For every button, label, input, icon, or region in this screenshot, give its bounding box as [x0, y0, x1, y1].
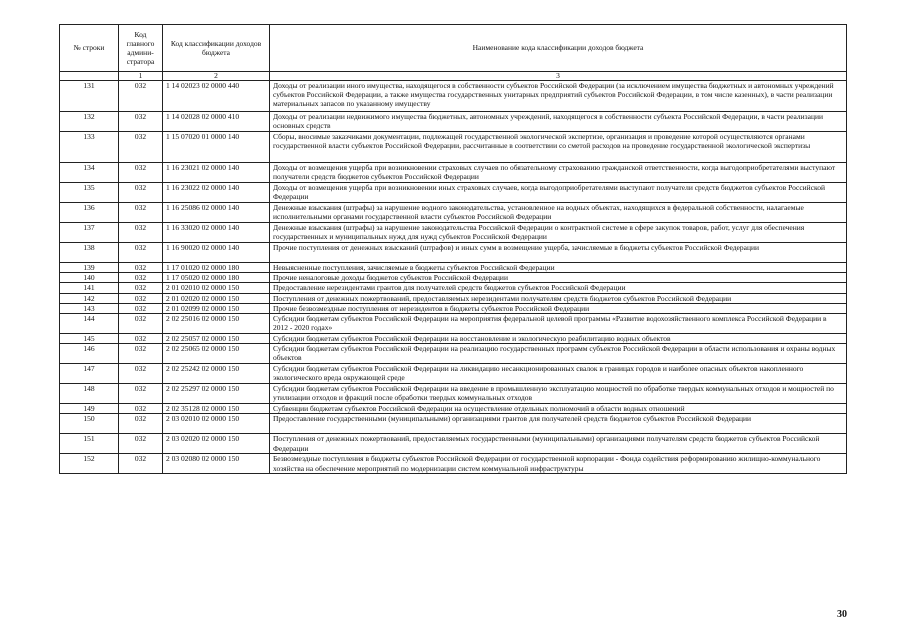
- table-row: [60, 364, 847, 384]
- header-row-no: № строки: [60, 25, 119, 72]
- row-number: 142: [60, 293, 119, 303]
- income-name: Поступления от денежных пожертвований, предоставляемых нерезидентами получателям средств бюджетов субъектов Российской Федерации: [270, 293, 847, 303]
- table-row: [60, 344, 847, 364]
- admin-code: 032: [119, 404, 163, 414]
- classification-code: 2 03 02080 02 0000 150: [163, 454, 270, 474]
- classification-code: 2 02 25057 02 0000 150: [163, 334, 270, 344]
- column-number-row: [60, 72, 847, 81]
- income-name: Прочие поступления от денежных взысканий (штрафов) и иных сумм в возмещение ущерба, зачисляемые в бюджеты субъектов Российской Федерации: [270, 243, 847, 263]
- row-number: 147: [60, 364, 119, 384]
- income-name: Субсидии бюджетам субъектов Российской Федерации на реализацию государственных программ субъектов Российской Федерации в области использования и охраны водных объектов: [270, 344, 847, 364]
- row-number: 146: [60, 344, 119, 364]
- classification-code: 1 16 23022 02 0000 140: [163, 183, 270, 203]
- admin-code: 032: [119, 364, 163, 384]
- admin-code: 032: [119, 81, 163, 112]
- classification-code: 1 14 02028 02 0000 410: [163, 112, 270, 132]
- income-name: Доходы от реализации иного имущества, находящегося в собственности субъектов Российской Федерации (за исключением имущества бюджетных и автономных учреждений субъектов Российской Федерации, а также имущества государственных унитарных предприятий субъектов Российской Федерации, в том числе казенных), в части реализации материальных запасов по указанному имуществу: [270, 81, 847, 112]
- classification-code: 1 17 05020 02 0000 180: [163, 273, 270, 283]
- income-name: Предоставление нерезидентами грантов для получателей средств бюджетов субъектов Российской Федерации: [270, 283, 847, 293]
- income-name: Невыясненные поступления, зачисляемые в бюджеты субъектов Российской Федерации: [270, 263, 847, 273]
- classification-code: 2 03 02010 02 0000 150: [163, 414, 270, 434]
- income-name: Денежные взыскания (штрафы) за нарушение водного законодательства, установленное на водных объектах, находящихся в федеральной собственности, налагаемые исполнительными органами государственной власти субъектов Российской Федерации: [270, 203, 847, 223]
- admin-code: 032: [119, 414, 163, 434]
- row-number: 138: [60, 243, 119, 263]
- classification-code: 2 03 02020 02 0000 150: [163, 434, 270, 454]
- row-number: 135: [60, 183, 119, 203]
- classification-code: 2 02 25065 02 0000 150: [163, 344, 270, 364]
- admin-code: 032: [119, 384, 163, 404]
- column-number: 1: [119, 72, 163, 81]
- income-name: Доходы от возмещения ущерба при возникновении страховых случаев по обязательному страхованию гражданской ответственности, когда выгодоприобретателями выступают получатели средств бюджетов субъектов Российской Федерации: [270, 163, 847, 183]
- income-name: Субсидии бюджетам субъектов Российской Федерации на введение в промышленную эксплуатацию мощностей по обработке твердых коммунальных отходов и мощностей по утилизации отходов и фракций после обработки твердых коммунальных отходов: [270, 384, 847, 404]
- classification-code: 2 02 35128 02 0000 150: [163, 404, 270, 414]
- admin-code: 032: [119, 223, 163, 243]
- income-name: Безвозмездные поступления в бюджеты субъектов Российской Федерации от государственной корпорации - Фонда содействия реформированию жилищно-коммунального хозяйства на обеспечение мероприятий по модернизации систем коммунальной инфраструктуры: [270, 454, 847, 474]
- table-row: [60, 163, 847, 183]
- income-name: Сборы, вносимые заказчиками документации, подлежащей государственной экологической экспертизе, организация и проведение которой осуществляются органами государственной власти субъектов Российской Федерации, рассчитанные в соответствии со сметой расходов на проведение государственной экологической экспертизы: [270, 132, 847, 163]
- income-name: Предоставление государственными (муниципальными) организациями грантов для получателей средств бюджетов субъектов Российской Федерации: [270, 414, 847, 434]
- income-name: Субсидии бюджетам субъектов Российской Федерации на мероприятия федеральной целевой программы «Развитие водохозяйственного комплекса Российской Федерации в 2012 - 2020 годах»: [270, 314, 847, 334]
- table-row: [60, 263, 847, 273]
- classification-code: 1 16 23021 02 0000 140: [163, 163, 270, 183]
- table-row: [60, 112, 847, 132]
- row-number: 145: [60, 334, 119, 344]
- admin-code: 032: [119, 293, 163, 303]
- classification-code: 1 16 25086 02 0000 140: [163, 203, 270, 223]
- table-row: [60, 203, 847, 223]
- table-row: [60, 434, 847, 454]
- table-row: [60, 384, 847, 404]
- row-number: 144: [60, 314, 119, 334]
- row-number: 136: [60, 203, 119, 223]
- row-number: 152: [60, 454, 119, 474]
- classification-code: 1 15 07020 01 0000 140: [163, 132, 270, 163]
- table-row: [60, 404, 847, 414]
- income-name: Прочие безвозмездные поступления от нерезидентов в бюджеты субъектов Российской Федерации: [270, 303, 847, 313]
- income-name: Денежные взыскания (штрафы) за нарушение законодательства Российской Федерации о контрактной системе в сфере закупок товаров, работ, услуг для обеспечения государственных и муниципальных нужд для нужд субъектов Российской Федерации: [270, 223, 847, 243]
- admin-code: 032: [119, 132, 163, 163]
- table-row: [60, 273, 847, 283]
- row-number: 149: [60, 404, 119, 414]
- table-row: [60, 334, 847, 344]
- row-number: 143: [60, 303, 119, 313]
- income-name: Доходы от реализации недвижимого имущества бюджетных, автономных учреждений, находящегося в собственности субъекта Российской Федерации, в части реализации основных средств: [270, 112, 847, 132]
- row-number: 139: [60, 263, 119, 273]
- classification-code: 2 01 02099 02 0000 150: [163, 303, 270, 313]
- table-row: [60, 314, 847, 334]
- table-row: [60, 183, 847, 203]
- table-row: [60, 293, 847, 303]
- classification-code: 2 01 02010 02 0000 150: [163, 283, 270, 293]
- header-admin-code: Код главного админи-стратора: [119, 25, 163, 72]
- header-name: Наименование кода классификации доходов бюджета: [270, 25, 847, 72]
- column-number: 2: [163, 72, 270, 81]
- table-row: [60, 283, 847, 293]
- classification-code: 1 17 01020 02 0000 180: [163, 263, 270, 273]
- table-row: [60, 454, 847, 474]
- admin-code: 032: [119, 344, 163, 364]
- column-number: 3: [270, 72, 847, 81]
- classification-code: 1 16 90020 02 0000 140: [163, 243, 270, 263]
- table-row: [60, 243, 847, 263]
- admin-code: 032: [119, 243, 163, 263]
- admin-code: 032: [119, 273, 163, 283]
- table-row: [60, 303, 847, 313]
- classification-code: 2 01 02020 02 0000 150: [163, 293, 270, 303]
- table-header-row: [60, 25, 847, 72]
- admin-code: 032: [119, 454, 163, 474]
- row-number: 134: [60, 163, 119, 183]
- table-row: [60, 81, 847, 112]
- document-sheet: [59, 24, 847, 474]
- row-number: 137: [60, 223, 119, 243]
- budget-income-table: [59, 24, 847, 474]
- income-name: Субсидии бюджетам субъектов Российской Федерации на ликвидацию несанкционированных свалок в границах городов и наиболее опасных объектов накопленного экологического вреда окружающей среде: [270, 364, 847, 384]
- row-number: 140: [60, 273, 119, 283]
- admin-code: 032: [119, 183, 163, 203]
- admin-code: 032: [119, 263, 163, 273]
- row-number: 151: [60, 434, 119, 454]
- row-number: 150: [60, 414, 119, 434]
- admin-code: 032: [119, 434, 163, 454]
- row-number: 132: [60, 112, 119, 132]
- classification-code: 2 02 25297 02 0000 150: [163, 384, 270, 404]
- admin-code: 032: [119, 314, 163, 334]
- admin-code: 032: [119, 283, 163, 293]
- admin-code: 032: [119, 163, 163, 183]
- income-name: Поступления от денежных пожертвований, предоставляемых государственными (муниципальными) организациями получателям средств бюджетов субъектов Российской Федерации: [270, 434, 847, 454]
- income-name: Прочие неналоговые доходы бюджетов субъектов Российской Федерации: [270, 273, 847, 283]
- admin-code: 032: [119, 112, 163, 132]
- header-class-code: Код классификации доходов бюджета: [163, 25, 270, 72]
- table-body: [60, 81, 847, 474]
- row-number: 141: [60, 283, 119, 293]
- income-name: Субсидии бюджетам субъектов Российской Федерации на восстановление и экологическую реабилитацию водных объектов: [270, 334, 847, 344]
- classification-code: 2 02 25016 02 0000 150: [163, 314, 270, 334]
- classification-code: 1 16 33020 02 0000 140: [163, 223, 270, 243]
- admin-code: 032: [119, 334, 163, 344]
- row-number: 133: [60, 132, 119, 163]
- admin-code: 032: [119, 203, 163, 223]
- table-row: [60, 414, 847, 434]
- income-name: Доходы от возмещения ущерба при возникновении иных страховых случаев, когда выгодоприобретателями выступают получатели средств бюджетов субъектов Российской Федерации: [270, 183, 847, 203]
- column-number: [60, 72, 119, 81]
- table-row: [60, 132, 847, 163]
- income-name: Субвенции бюджетам субъектов Российской Федерации на осуществление отдельных полномочий в области водных отношений: [270, 404, 847, 414]
- row-number: 148: [60, 384, 119, 404]
- row-number: 131: [60, 81, 119, 112]
- classification-code: 1 14 02023 02 0000 440: [163, 81, 270, 112]
- admin-code: 032: [119, 303, 163, 313]
- page-number: 30: [837, 609, 847, 620]
- classification-code: 2 02 25242 02 0000 150: [163, 364, 270, 384]
- table-row: [60, 223, 847, 243]
